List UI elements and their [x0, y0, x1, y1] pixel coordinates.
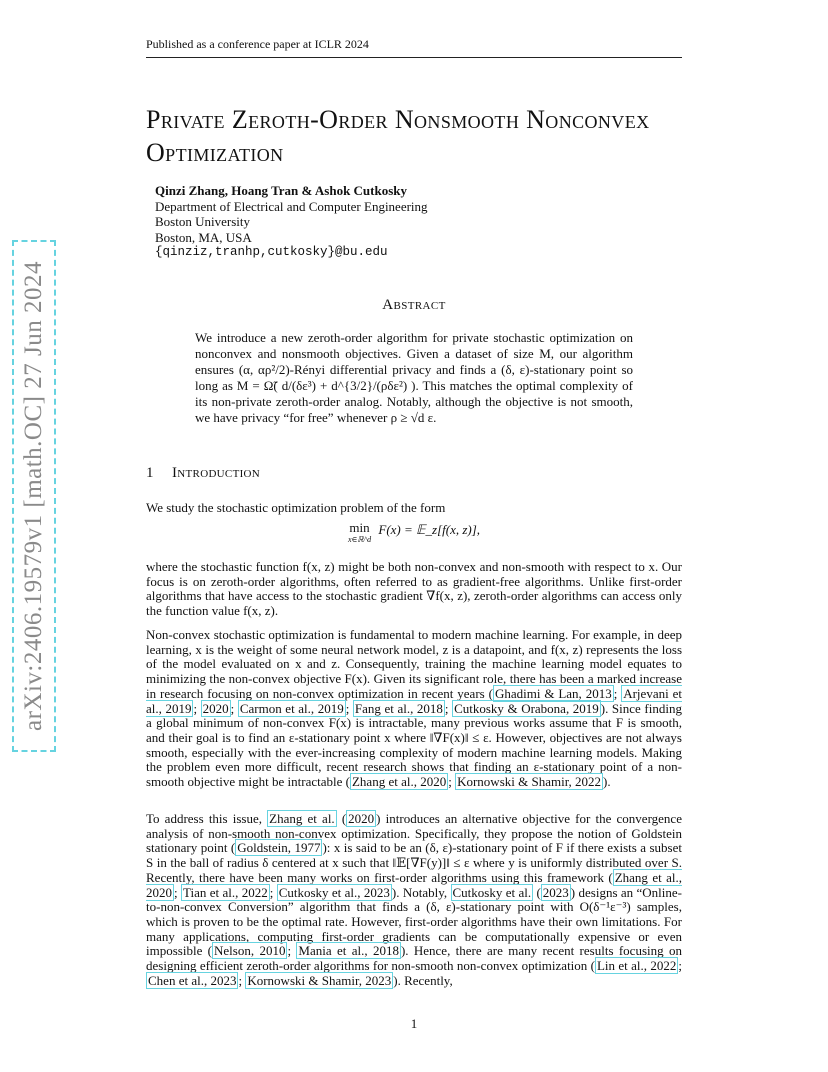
paragraph-2: Non-convex stochastic optimization is fundamental to modern machine learning. For example, in deep learning, x is the weight of some neural network model, z is a datapoint, and f(x, z) represents the loss of the model evaluated on x and z. Consequently, training the machine learning model equates to minimizing the non-convex objective F(x). Given its significant role, there has been a marked increase in research focusing on non-convex optimization in recent years ( Ghadimi & Lan, 2013 ; Arjevani et al., 2019 ; 2020 ; Carmon et al., 2019 ; Fang et al., 2018 ; Cutkosky & Orabona, 2019 ). Since finding a global minimum of non-convex F(x) is intractable, many previous works assume that F is smooth, and their goal is to find an ε-stationary point x where ‖∇F(x)‖ ≤ ε. However, objectives are not always smooth, especially with the ever-increasing complexity of modern machine learning models. Making the problem even more difficult, recent research shows that finding an ε-stationary point of a non-smooth objective might be intractable ( Zhang et al., 2020 ; Kornowski & Shamir, 2022 ). [146, 627, 682, 790]
paragraph-3-text-e: designs an “Online-to-non-convex Conversion” algorithm that finds a (δ, ε)-stationary point with O(δ⁻¹ε⁻³) samples, which is proven to be the optimal rate. However, first-order algorithms have their own limitations. For many applications, computing first-order gradients can be computationally expensive or even impossible ( [146, 884, 682, 959]
paragraph-3-text-a: To address this issue, [146, 811, 268, 826]
citation-link[interactable]: Arjevani et al., 2019 [146, 685, 682, 716]
citation-link[interactable]: Zhang et al., 2020 [146, 869, 682, 900]
paragraph-3-text-d: ). Notably, [391, 884, 451, 900]
title-line-1: Private Zeroth-Order Nonsmooth Nonconvex [146, 105, 650, 134]
page-number: 1 [410, 1016, 418, 1031]
citation-link[interactable]: Kornowski & Shamir, 2023 [247, 972, 392, 988]
citation-link[interactable]: Zhang et al. [269, 811, 335, 826]
equation-min-subscript: x∈ℝ^d [347, 535, 372, 544]
citation-link[interactable]: Ghadimi & Lan, 2013 [494, 685, 612, 701]
author-department: Department of Electrical and Computer Engineering [155, 198, 428, 214]
objective-equation [0, 522, 828, 546]
paper-title [146, 103, 706, 169]
paragraph-1: where the stochastic function f(x, z) might be both non-convex and non-smooth with respect to x. Our focus is on zeroth-order algorithms, often referred to as gradient-free algorithms. Unlike first-order algorithms that have access to the stochastic gradient ∇f(x, z), zeroth-order algorithms can access only the function value f(x, z). [146, 559, 682, 619]
citation-link[interactable]: 2020 [202, 700, 229, 716]
citation-link[interactable]: Cutkosky & Orabona, 2019 [454, 700, 599, 716]
equation-min [348, 522, 371, 546]
paragraph-2-text-a: Non-convex stochastic optimization is fundamental to modern machine learning. For example, in deep learning, x is the weight of some neural network model, z is a datapoint, and f(x, z) represents the loss of the model evaluated on x and z. Consequently, training the machine learning model equates to minimizing the non-convex objective F(x). Given its significant role, there has been a marked increase in research focusing on non-convex optimization in recent years ( [146, 627, 682, 701]
author-block [155, 183, 428, 261]
citation-link[interactable]: Carmon et al., 2019 [239, 700, 344, 716]
citation-link[interactable]: Goldstein, 1977 [237, 840, 321, 856]
paragraph-2-text-b: ). Since finding a global minimum of non-convex F(x) is intractable, many previous works assume that F is smooth, and their goal is to find an ε-stationary point x where ‖∇F(x)‖ ≤ ε. However, objectives are not always smooth, especially with the ever-increasing complexity of modern machine learning models. Making the problem even more difficult, recent research shows that finding an ε-stationary point of a non-smooth objective might be intractable ( [146, 700, 682, 790]
citation-link[interactable]: Tian et al., 2022 [182, 884, 268, 900]
citation-link[interactable]: Mania et al., 2018 [298, 943, 399, 959]
abstract-heading: Abstract [382, 297, 446, 313]
section-number: 1 [146, 465, 154, 481]
author-university: Boston University [155, 214, 250, 229]
paragraph-3-text-b: introduces an alternative objective for the convergence analysis of non-smooth non-convex optimization. Specifically, they propose the notion of Goldstein stationary point ( [146, 811, 682, 856]
arxiv-side-stamp[interactable]: arXiv:2406.19579v1 [math.OC] 27 Jun 2024 [12, 240, 56, 752]
equation-body: F(x) = 𝔼_z[f(x, z)], [378, 522, 481, 537]
citation-link[interactable]: Kornowski & Shamir, 2022 [457, 774, 602, 790]
running-head: Published as a conference paper at ICLR 2024 [146, 37, 682, 58]
citation-link[interactable]: 2023 [542, 884, 569, 900]
intro-sentence: We study the stochastic optimization problem of the form [146, 500, 446, 515]
citation-link[interactable]: Nelson, 2010 [214, 943, 286, 959]
author-email: {qinziz,tranhp,cutkosky}@bu.edu [155, 245, 388, 259]
citation-link[interactable]: Cutkosky et al. [452, 884, 532, 900]
author-location: Boston, MA, USA [155, 229, 252, 245]
section-title: Introduction [172, 465, 261, 481]
paragraph-3-text-f: ). Hence, there are many recent results focusing on designing efficient zeroth-order algorithms for non-smooth non-convex optimization ( [146, 943, 682, 974]
paragraph-3-text-g: ). Recently, [393, 972, 453, 988]
citation-link[interactable]: Cutkosky et al., 2023 [278, 884, 390, 900]
citation-link[interactable]: Zhang et al., 2020 [351, 774, 447, 790]
citation-link[interactable]: Fang et al., 2018 [354, 700, 443, 716]
abstract-text: We introduce a new zeroth-order algorithm for private stochastic optimization on nonconvex and nonsmooth objectives. Given a dataset of size M, our algorithm ensures (α, αρ²/2)-Rényi differential privacy and finds a (δ, ε)-stationary point so long as M = Ω̃( d/(δε³) + d^{3/2}/(ρδε²) ). This matches the optimal complexity of its non-private zeroth-order analog. Notably, although the objective is not smooth, we have privacy “for free” whenever ρ ≥ √d ε. [195, 330, 633, 425]
paragraph-3: To address this issue, Zhang et al. ( 2020 ) introduces an alternative objective for the convergence analysis of non-smooth non-convex optimization. Specifically, they propose the notion of Goldstein stationary point ( Goldstein, 1977 ): x is said to be an (δ, ε)-stationary point of F if there exists a subset S in the ball of radius δ centered at x such that ‖𝔼[∇F(y)]‖ ≤ ε where y is uniformly distributed over S. Recently, there have been many works on first-order algorithms using this framework ( Zhang et al., 2020 ; Tian et al., 2022 ; Cutkosky et al., 2023 ). Notably, Cutkosky et al. ( 2023 ) designs an “Online-to-non-convex Conversion” algorithm that finds a (δ, ε)-stationary point with O(δ⁻¹ε⁻³) samples, which is proven to be the optimal rate. However, first-order algorithms have their own limitations. For many applications, computing first-order gradients can be computationally expensive or even impossible ( Nelson, 2010 ; Mania et al., 2018 ). Hence, there are many recent results focusing on designing efficient zeroth-order algorithms for non-smooth non-convex optimization ( Lin et al., 2022 ; Chen et al., 2023 ; Kornowski & Shamir, 2023 ). Recently, [146, 811, 682, 988]
author-names: Qinzi Zhang, Hoang Tran & Ashok Cutkosky [155, 183, 408, 198]
citation-link[interactable]: Lin et al., 2022 [596, 958, 677, 974]
citation-link[interactable]: 2020 [348, 811, 375, 826]
title-line-2: Optimization [146, 138, 284, 167]
paragraph-2-text-c: ). [603, 774, 611, 790]
section-heading [146, 465, 260, 482]
citation-link[interactable]: Chen et al., 2023 [148, 972, 237, 988]
paragraph-3-text-c: ): x is said to be an (δ, ε)-stationary point of F if there exists a subset S in the ball of radius δ centered at x such that ‖𝔼[∇F(y)]‖ ≤ ε where y is uniformly distributed over S. Recently, there have been many works on first-order algorithms using this framework ( [146, 840, 682, 885]
equation-min-label: min [349, 520, 370, 535]
